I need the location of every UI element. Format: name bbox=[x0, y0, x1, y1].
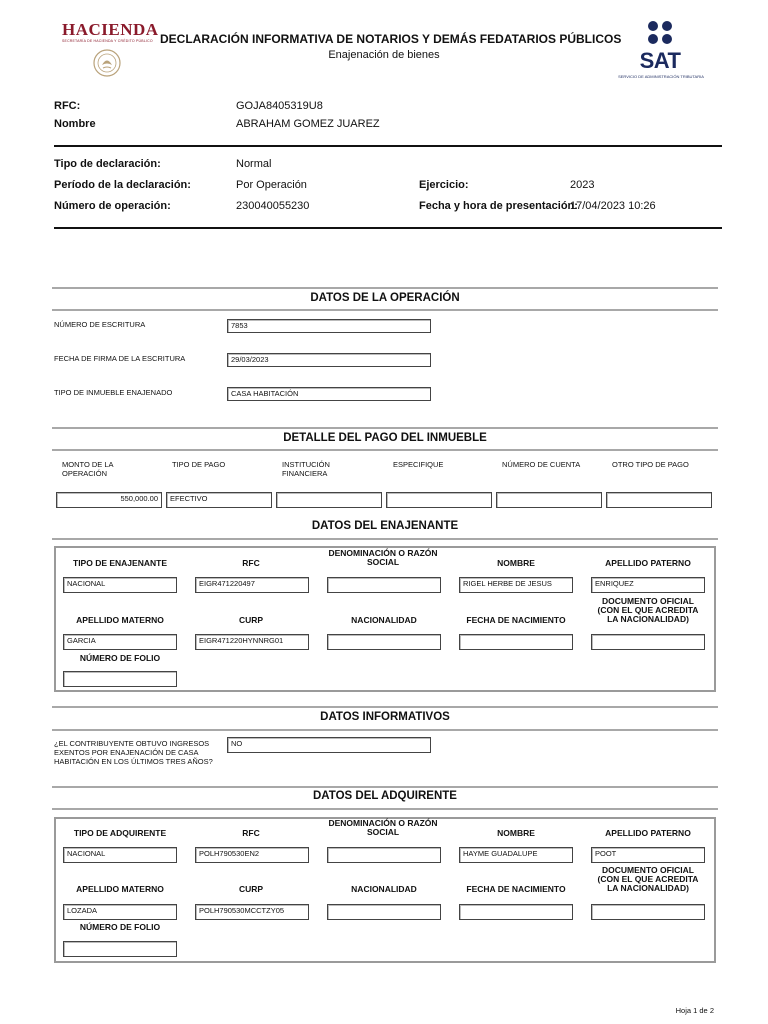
col-otro-pago: OTRO TIPO DE PAGO bbox=[612, 460, 689, 469]
period-label: Período de la declaración: bbox=[54, 179, 191, 191]
adquirente-nombre-field[interactable]: HAYME GUADALUPE bbox=[459, 847, 573, 863]
enajenante-rfc-header: RFC bbox=[242, 558, 260, 568]
fecha-firma-label: FECHA DE FIRMA DE LA ESCRITURA bbox=[54, 354, 186, 363]
escritura-label: NÚMERO DE ESCRITURA bbox=[54, 320, 146, 329]
section-rule bbox=[52, 538, 718, 540]
col-institucion: INSTITUCIÓN FINANCIERA bbox=[282, 460, 330, 478]
document-title: DECLARACIÓN INFORMATIVA DE NOTARIOS Y DEMÁS FEDATARIOS PÚBLICOS bbox=[160, 32, 622, 46]
exercise-label: Ejercicio: bbox=[419, 179, 469, 191]
enajenante-materno-field[interactable]: GARCIA bbox=[63, 634, 177, 650]
enajenante-materno-header: APELLIDO MATERNO bbox=[76, 615, 164, 625]
tipo-inmueble-label: TIPO DE INMUEBLE ENAJENADO bbox=[54, 388, 173, 397]
datetime-value: 17/04/2023 10:26 bbox=[570, 200, 656, 212]
col-especifique: ESPECIFIQUE bbox=[393, 460, 444, 469]
enajenante-nombre-header: NOMBRE bbox=[497, 558, 535, 568]
enajenante-paterno-field[interactable]: ENRIQUEZ bbox=[591, 577, 705, 593]
adquirente-denominacion-header: DENOMINACIÓN O RAZÓN SOCIAL bbox=[328, 818, 438, 837]
enajenante-tipo-field[interactable]: NACIONAL bbox=[63, 577, 177, 593]
rfc-label: RFC: bbox=[54, 100, 81, 112]
section-rule bbox=[52, 287, 718, 289]
section-rule bbox=[52, 706, 718, 708]
sat-dots-icon bbox=[645, 20, 675, 50]
exempt-income-answer[interactable]: NO bbox=[227, 737, 431, 753]
declaration-type-label: Tipo de declaración: bbox=[54, 158, 161, 170]
escritura-field[interactable]: 7853 bbox=[227, 319, 431, 333]
adquirente-tipo-field[interactable]: NACIONAL bbox=[63, 847, 177, 863]
enajenante-fnac-header: FECHA DE NACIMIENTO bbox=[466, 615, 566, 625]
adquirente-nombre-header: NOMBRE bbox=[497, 828, 535, 838]
especifique-field[interactable] bbox=[386, 492, 492, 508]
adquirente-documento-field[interactable] bbox=[591, 904, 705, 920]
adquirente-paterno-header: APELLIDO PATERNO bbox=[605, 828, 691, 838]
tipo-inmueble-field[interactable]: CASA HABITACIÓN bbox=[227, 387, 431, 401]
section-rule bbox=[52, 427, 718, 429]
fecha-firma-field[interactable]: 29/03/2023 bbox=[227, 353, 431, 367]
monto-field[interactable]: 550,000.00 bbox=[56, 492, 162, 508]
tipo-pago-field[interactable]: EFECTIVO bbox=[166, 492, 272, 508]
exercise-value: 2023 bbox=[570, 179, 595, 191]
adquirente-folio-field[interactable] bbox=[63, 941, 177, 957]
section-title-operacion: DATOS DE LA OPERACIÓN bbox=[310, 292, 460, 304]
divider bbox=[54, 227, 722, 229]
hacienda-wordmark: HACIENDA bbox=[62, 20, 159, 39]
section-rule bbox=[52, 449, 718, 451]
adquirente-folio-header: NÚMERO DE FOLIO bbox=[79, 922, 161, 932]
document-subtitle: Enajenación de bienes bbox=[328, 49, 440, 61]
section-title-enajenante: DATOS DEL ENAJENANTE bbox=[311, 520, 459, 532]
col-tipo-pago: TIPO DE PAGO bbox=[172, 460, 226, 469]
adquirente-nacionalidad-header: NACIONALIDAD bbox=[351, 884, 417, 894]
sat-wordmark: SAT bbox=[639, 48, 681, 73]
name-label: Nombre bbox=[54, 118, 96, 130]
section-rule bbox=[52, 309, 718, 311]
adquirente-curp-header: CURP bbox=[238, 884, 264, 894]
sat-subtitle: SERVICIO DE ADMINISTRACIÓN TRIBUTARIA bbox=[618, 74, 704, 79]
section-title-informativos: DATOS INFORMATIVOS bbox=[320, 711, 450, 723]
operation-number-value: 230040055230 bbox=[236, 200, 310, 212]
adquirente-fnac-header: FECHA DE NACIMIENTO bbox=[466, 884, 566, 894]
enajenante-paterno-header: APELLIDO PATERNO bbox=[605, 558, 691, 568]
datetime-label: Fecha y hora de presentación: bbox=[419, 200, 578, 212]
page-number: Hoja 1 de 2 bbox=[675, 1006, 714, 1015]
coat-of-arms-icon bbox=[92, 48, 122, 78]
enajenante-curp-field[interactable]: EIGR471220HYNNRG01 bbox=[195, 634, 309, 650]
cuenta-field[interactable] bbox=[496, 492, 602, 508]
adquirente-documento-header: DOCUMENTO OFICIAL (CON EL QUE ACREDITA LA NACIONALIDAD) bbox=[597, 865, 699, 893]
enajenante-curp-header: CURP bbox=[238, 615, 264, 625]
enajenante-fnac-field[interactable] bbox=[459, 634, 573, 650]
enajenante-tipo-header: TIPO DE ENAJENANTE bbox=[73, 558, 167, 568]
section-title-adquirente: DATOS DEL ADQUIRENTE bbox=[313, 790, 457, 802]
col-cuenta: NÚMERO DE CUENTA bbox=[502, 460, 581, 469]
adquirente-rfc-field[interactable]: POLH790530EN2 bbox=[195, 847, 309, 863]
enajenante-nacionalidad-field[interactable] bbox=[327, 634, 441, 650]
enajenante-denominacion-field[interactable] bbox=[327, 577, 441, 593]
period-value: Por Operación bbox=[236, 179, 307, 191]
operation-number-label: Número de operación: bbox=[54, 200, 171, 212]
enajenante-denominacion-header: DENOMINACIÓN O RAZÓN SOCIAL bbox=[328, 548, 438, 567]
declaration-type-value: Normal bbox=[236, 158, 272, 170]
adquirente-curp-field[interactable]: POLH790530MCCTZY05 bbox=[195, 904, 309, 920]
enajenante-folio-header: NÚMERO DE FOLIO bbox=[79, 653, 161, 663]
adquirente-nacionalidad-field[interactable] bbox=[327, 904, 441, 920]
enajenante-nombre-field[interactable]: RIGEL HERBE DE JESUS bbox=[459, 577, 573, 593]
adquirente-materno-field[interactable]: LOZADA bbox=[63, 904, 177, 920]
adquirente-fnac-field[interactable] bbox=[459, 904, 573, 920]
adquirente-paterno-field[interactable]: POOT bbox=[591, 847, 705, 863]
col-monto: MONTO DE LA OPERACIÓN bbox=[62, 460, 114, 478]
adquirente-tipo-header: TIPO DE ADQUIRENTE bbox=[73, 828, 167, 838]
section-rule bbox=[52, 729, 718, 731]
name-value: ABRAHAM GOMEZ JUAREZ bbox=[236, 118, 380, 130]
section-rule bbox=[52, 786, 718, 788]
adquirente-rfc-header: RFC bbox=[242, 828, 260, 838]
hacienda-subtitle: SECRETARÍA DE HACIENDA Y CRÉDITO PÚBLICO bbox=[62, 39, 153, 43]
adquirente-denominacion-field[interactable] bbox=[327, 847, 441, 863]
section-title-pago: DETALLE DEL PAGO DEL INMUEBLE bbox=[283, 432, 487, 444]
institucion-field[interactable] bbox=[276, 492, 382, 508]
enajenante-rfc-field[interactable]: EIGR471220497 bbox=[195, 577, 309, 593]
exempt-income-question: ¿EL CONTRIBUYENTE OBTUVO INGRESOS EXENTOS POR ENAJENACIÓN DE CASA HABITACIÓN EN LOS ÚLTIMOS TRES AÑOS? bbox=[54, 739, 213, 766]
adquirente-materno-header: APELLIDO MATERNO bbox=[76, 884, 164, 894]
enajenante-folio-field[interactable] bbox=[63, 671, 177, 687]
enajenante-documento-field[interactable] bbox=[591, 634, 705, 650]
enajenante-nacionalidad-header: NACIONALIDAD bbox=[351, 615, 417, 625]
divider bbox=[54, 145, 722, 147]
section-rule bbox=[52, 808, 718, 810]
otro-pago-field[interactable] bbox=[606, 492, 712, 508]
rfc-value: GOJA8405319U8 bbox=[236, 100, 323, 112]
enajenante-documento-header: DOCUMENTO OFICIAL (CON EL QUE ACREDITA LA NACIONALIDAD) bbox=[597, 596, 699, 624]
